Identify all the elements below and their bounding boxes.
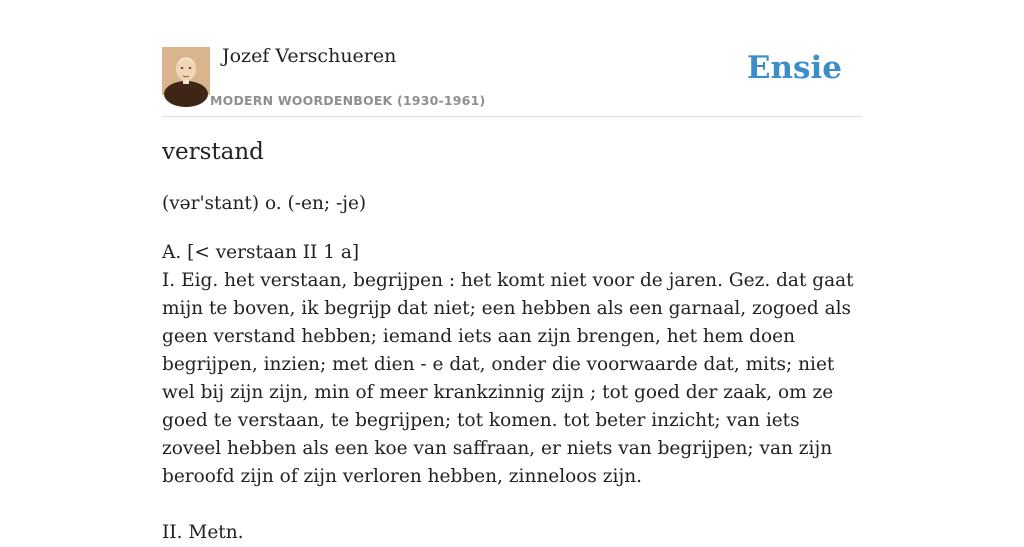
author-name[interactable]: Jozef Verschueren <box>222 45 397 67</box>
source-label[interactable]: MODERN WOORDENBOEK (1930-1961) <box>210 93 486 108</box>
entry-title: verstand <box>162 139 264 165</box>
sense-1: I. Eig. het verstaan, begrijpen : het komt niet voor de jaren. Gez. dat gaat mijn te boven, ik begrijp dat niet; een hebben als een garnaal, zogoed als geen verstand hebben; iemand iets aan zijn brengen, het hem doen begrijpen, inzien; met dien - e dat, onder die voorwaarde dat, mits; niet wel bij zijn zijn, min of meer krankzinnig zijn ; tot goed der zaak, om ze goed te verstaan, te begrijpen; tot komen. tot beter inzicht; van iets zoveel hebben als een koe van saffraan, er niets van begrijpen; van zijn beroofd zijn of zijn verloren hebben, zinneloos zijn. <box>162 270 854 487</box>
avatar[interactable] <box>162 47 210 95</box>
brand-logo[interactable]: Ensie <box>746 50 842 86</box>
definition <box>162 239 862 547</box>
pronunciation: (vər'stant) o. (-en; -je) <box>162 193 367 214</box>
author-portrait-icon <box>162 47 210 95</box>
sense-2: II. Metn. <box>162 522 244 543</box>
header <box>162 0 862 117</box>
paragraph-gap <box>162 491 862 519</box>
etymology: A. [< verstaan II 1 a] <box>162 242 360 263</box>
page <box>162 0 862 543</box>
